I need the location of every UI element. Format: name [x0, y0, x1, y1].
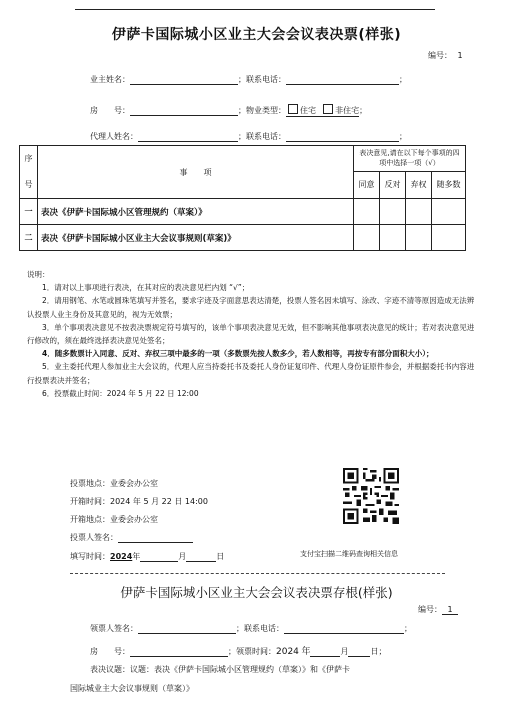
qr-caption: 支付宝扫描二维码查询相关信息: [300, 550, 398, 558]
nonresidential-label: 非住宅: [335, 106, 360, 115]
stub-room-label: 房 号：: [90, 647, 130, 656]
proxy-row: 代理人姓名： ；联系电话： ；: [90, 132, 407, 141]
row-seq: 一: [20, 199, 38, 225]
vote-agree-cell[interactable]: [354, 199, 380, 225]
qr-code[interactable]: [343, 468, 399, 524]
table-row: [20, 199, 466, 225]
stub-topic-line2: 国际城业主大会议事规则（草案）》: [70, 684, 194, 693]
opt-oppose-header: 反对: [380, 171, 406, 198]
residential-label: 住宅: [300, 106, 316, 115]
opt-majority-header: 随多数: [432, 171, 466, 198]
notes-heading: 说明：: [27, 270, 50, 279]
opt-agree-header: 同意: [354, 171, 380, 198]
voter-sign-label: 投票人签名：: [70, 533, 118, 542]
voting-place: 投票地点：业委会办公室: [70, 479, 158, 488]
opt-abstain-header: 弃权: [406, 171, 432, 198]
opinion-header: 表决意见,请在以下每个事项的四项中选择一项（√）: [354, 146, 466, 172]
note-6: 6．投票截止时间：2024 年 5 月 22 日 12:00: [42, 388, 199, 398]
phone-label: ；联系电话：: [238, 75, 286, 84]
fill-day-field[interactable]: [186, 551, 216, 562]
stub-title: 伊萨卡国际城小区业主大会会议表决票存根(样张): [120, 585, 393, 600]
voter-sign-row: [70, 532, 193, 543]
top-rule: [75, 9, 435, 10]
proxy-name-field[interactable]: [138, 131, 238, 142]
room-field[interactable]: [130, 105, 238, 116]
vote-oppose-cell[interactable]: [380, 225, 406, 251]
stub-year: 2024: [276, 647, 299, 657]
row-seq: 二: [20, 225, 38, 251]
proxy-name-label: 代理人姓名：: [90, 132, 138, 141]
fill-time-label: 填写时间：: [70, 552, 110, 561]
item-header: 事 项: [38, 146, 354, 199]
owner-name-field[interactable]: [130, 74, 238, 85]
note-5: 5．业主委托代理人参加业主大会议的，代理人应当持委托书及委托人身份证复印件、代理人身份证原件参会，并根据委托书内容进行投票表决并签名；: [27, 362, 475, 385]
number-value: 1: [457, 51, 463, 60]
stub-topic-line1: 表决议题：议题：表决《伊萨卡国际城小区管理规约（草案）》和《伊萨卡: [90, 665, 350, 674]
stub-month-field[interactable]: [310, 646, 340, 657]
stub-number-value: 1: [442, 605, 458, 615]
instructions: [27, 268, 477, 400]
open-time: 开箱时间：2024 年 5 月 22 日 14:00: [70, 497, 208, 506]
phone-field[interactable]: [286, 74, 399, 85]
stub-number: [418, 604, 458, 615]
stub-phone-field[interactable]: [284, 623, 404, 634]
proxy-phone-label: ；联系电话：: [238, 132, 286, 141]
stub-receiver-field[interactable]: [138, 623, 236, 634]
voter-sign-field[interactable]: [118, 532, 193, 543]
property-type-label: ；物业类型：: [238, 106, 286, 115]
nonresidential-checkbox[interactable]: [323, 104, 333, 114]
table-row: [20, 225, 466, 251]
vote-oppose-cell[interactable]: [380, 199, 406, 225]
vote-majority-cell[interactable]: [432, 199, 466, 225]
row-item: 表决《伊萨卡国际城小区管理规约（草案）》: [38, 199, 354, 225]
seq-header: 序 号: [20, 146, 38, 199]
vote-abstain-cell[interactable]: [406, 225, 432, 251]
ballot-number: [428, 50, 468, 61]
owner-name-label: 业主姓名：: [90, 75, 130, 84]
residential-checkbox[interactable]: [288, 104, 298, 114]
open-place: 开箱地点：业委会办公室: [70, 515, 158, 524]
note-1: 1．请对以上事项进行表决，在其对应的表决意见栏内划 “√”；: [42, 283, 250, 293]
note-2: 2．请用钢笔、水笔或圆珠笔填写并签名，要求字迹及字面意思表达清楚，投票人签名因未填写、涂改、字迹不清等原因造成无法辨认投票人业主身份及其意见的，视为无效票；: [27, 296, 475, 319]
stub-day-field[interactable]: [348, 646, 370, 657]
stub-phone-label: ；联系电话：: [236, 624, 284, 633]
stub-room-field[interactable]: [130, 646, 228, 657]
fill-time-row: 填写时间：2024年 月 日: [70, 552, 225, 561]
vote-agree-cell[interactable]: [354, 225, 380, 251]
fill-month-field[interactable]: [140, 551, 178, 562]
ballot-title: 伊萨卡国际城小区业主大会会议表决票(样张): [111, 27, 402, 43]
vote-table: [19, 145, 466, 251]
note-3: 3．单个事项表决意见不按表决票规定符号填写的，该单个事项表决意见无效，但不影响其他事项表决意见的统计；若对表决意见进行修改的，须在最终选择表决意见处签名；: [27, 322, 475, 346]
room-label: 房 号：: [90, 106, 130, 115]
stub-number-label: 编号：: [418, 605, 442, 614]
tear-line: [70, 573, 445, 574]
proxy-phone-field[interactable]: [286, 131, 399, 142]
stub-receiver-row: 领票人签名： ；联系电话： ；: [90, 624, 412, 633]
stub-room-row: 房 号： ；领票时间：2024 年 月 日；: [90, 647, 387, 657]
number-label: 编号：: [428, 51, 452, 60]
vote-abstain-cell[interactable]: [406, 199, 432, 225]
note-4: 4．随多数票计入同意、反对、弃权三项中最多的一项（多数票先按人数多少，若人数相等，再按专有部分面积大小）；: [42, 349, 434, 359]
row-item: 表决《伊萨卡国际城小区业主大会议事规则(草案)》: [38, 225, 354, 251]
stub-receiver-label: 领票人签名：: [90, 624, 138, 633]
fill-year: 2024: [110, 552, 133, 561]
owner-row: 业主姓名： ；联系电话： ；: [90, 75, 407, 84]
room-row: 房 号： ；物业类型： 住宅 非住宅；: [90, 106, 368, 115]
vote-majority-cell[interactable]: [432, 225, 466, 251]
stub-receive-time-label: ；领票时间：: [228, 647, 276, 656]
